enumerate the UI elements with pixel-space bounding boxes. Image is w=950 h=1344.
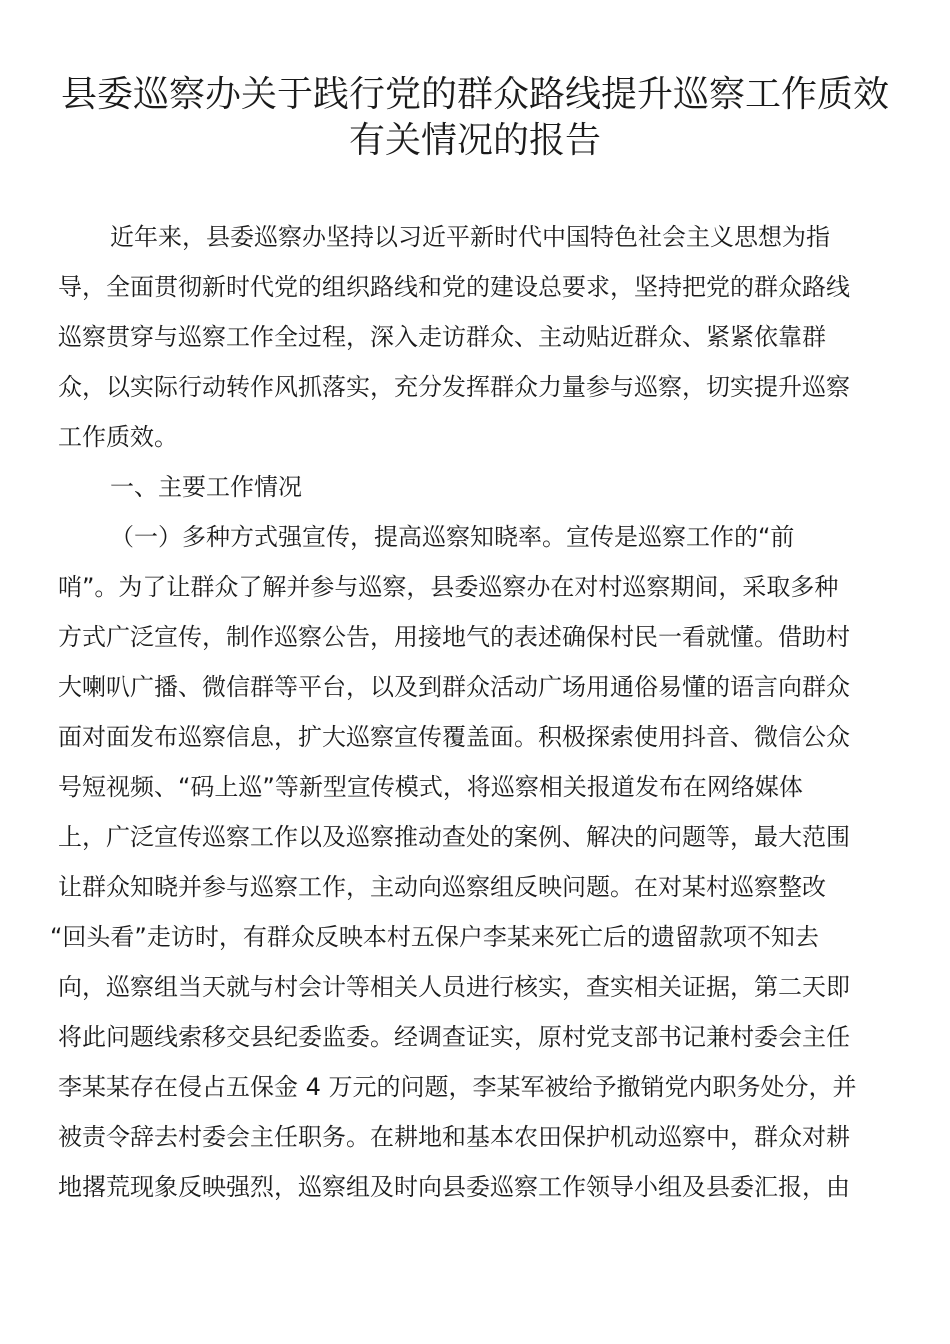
paragraph-1-line-13: 被责令辞去村委会主任职务。在耕地和基本农田保护机动巡察中，群众对耕: [58, 1123, 850, 1151]
paragraph-1-line-14: 地撂荒现象反映强烈，巡察组及时向县委巡察工作领导小组及县委汇报，由: [58, 1173, 850, 1201]
paragraph-1-line-12: 李某某存在侵占五保金 4 万元的问题，李某军被给予撤销党内职务处分，并: [58, 1073, 857, 1101]
paragraph-1-line-4: 大喇叭广播、微信群等平台，以及到群众活动广场用通俗易懂的语言向群众: [58, 673, 850, 701]
section-heading-1: 一、主要工作情况: [110, 473, 302, 501]
paragraph-intro-line-1: 近年来，县委巡察办坚持以习近平新时代中国特色社会主义思想为指: [110, 223, 830, 251]
paragraph-1-line-6: 号短视频、“码上巡”等新型宣传模式，将巡察相关报道发布在网络媒体: [58, 773, 803, 801]
paragraph-1-line-3: 方式广泛宣传，制作巡察公告，用接地气的表述确保村民一看就懂。借助村: [58, 623, 850, 651]
paragraph-intro-line-5: 工作质效。: [58, 423, 178, 451]
paragraph-1-line-1: （一）多种方式强宣传，提高巡察知晓率。宣传是巡察工作的“前: [110, 523, 795, 551]
document-title-line-1: 县委巡察办关于践行党的群众路线提升巡察工作质效: [60, 74, 889, 115]
paragraph-1-line-2: 哨”。为了让群众了解并参与巡察，县委巡察办在对村巡察期间，采取多种: [58, 573, 839, 601]
paragraph-1-line-7: 上，广泛宣传巡察工作以及巡察推动查处的案例、解决的问题等，最大范围: [58, 823, 850, 851]
document-title-line-2: 有关情况的报告: [348, 120, 601, 161]
paragraph-intro-line-3: 巡察贯穿与巡察工作全过程，深入走访群众、主动贴近群众、紧紧依靠群: [58, 323, 826, 351]
paragraph-1-line-11: 将此问题线索移交县纪委监委。经调查证实，原村党支部书记兼村委会主任: [58, 1023, 850, 1051]
paragraph-intro-line-4: 众，以实际行动转作风抓落实，充分发挥群众力量参与巡察，切实提升巡察: [58, 373, 850, 401]
paragraph-1-line-10: 向，巡察组当天就与村会计等相关人员进行核实，查实相关证据，第二天即: [58, 973, 850, 1001]
paragraph-1-line-5: 面对面发布巡察信息，扩大巡察宣传覆盖面。积极探索使用抖音、微信公众: [58, 723, 850, 751]
paragraph-intro-line-2: 导，全面贯彻新时代党的组织路线和党的建设总要求，坚持把党的群众路线: [58, 273, 850, 301]
paragraph-1-line-8: 让群众知晓并参与巡察工作，主动向巡察组反映问题。在对某村巡察整改: [58, 873, 826, 901]
document-body: [50, 212, 878, 1212]
paragraph-1-line-9: “回头看”走访时，有群众反映本村五保户李某来死亡后的遗留款项不知去: [50, 923, 819, 951]
